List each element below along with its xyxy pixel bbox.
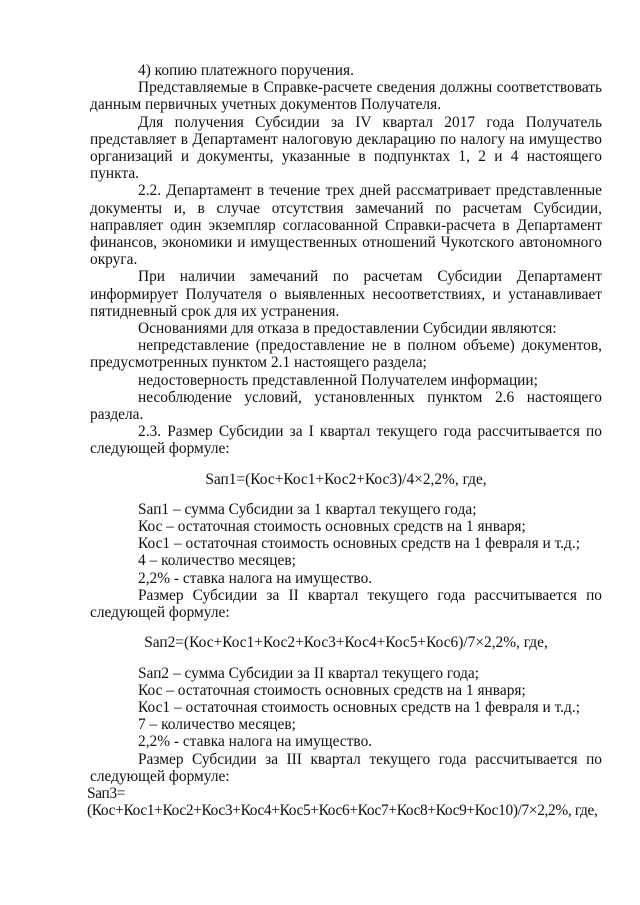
formula-q3: Sап3=(Кос+Кос1+Кос2+Кос3+Кос4+Кос5+Кос6+Кос7+Кос8+Кос9+Кос10)/7×2,2%, где, xyxy=(87,784,598,820)
definition-q2-kos1: Кос1 – остаточная стоимость основных средств на 1 февраля и т.д.; xyxy=(138,698,580,716)
document-body xyxy=(87,62,602,820)
paragraph-q2-intro: Размер Субсидии за II квартал текущего года рассчитывается по следующей формуле: xyxy=(90,586,602,622)
paragraph-section-2-2: 2.2. Департамент в течение трех дней рассматривает представленные документы и, в случае отсутствия замечаний по расчетам Субсидии, направляет один экземпляр согласованной Справки-расчета в Департамент финансов, экономики и имущественных отношений Чукотского автономного округа. xyxy=(90,182,602,269)
paragraph-refusal-grounds: Основаниями для отказа в предоставлении Субсидии являются: xyxy=(138,320,557,338)
formula-q1: Sап1=(Кос+Кос1+Кос2+Кос3)/4×2,2%, где, xyxy=(205,470,487,488)
definition-q1-rate: 2,2% - ставка налога на имущество. xyxy=(138,569,373,587)
definition-q2-rate: 2,2% - ставка налога на имущество. xyxy=(138,733,373,751)
formula-q2: Sап2=(Кос+Кос1+Кос2+Кос3+Кос4+Кос5+Кос6)/7×2,2%, где, xyxy=(144,634,548,652)
paragraph-payment-order-item: 4) копию платежного поручения. xyxy=(138,62,354,79)
definition-q2-months: 7 – количество месяцев; xyxy=(138,716,296,734)
paragraph-data-consistency: Представляемые в Справке-расчете сведения должны соответствовать данным первичных учетных документов Получателя. xyxy=(90,79,602,114)
definition-q1-kos1: Кос1 – остаточная стоимость основных средств на 1 февраля и т.д.; xyxy=(138,535,580,553)
paragraph-q3-intro: Размер Субсидии за III квартал текущего года рассчитывается по следующей формуле: xyxy=(90,750,602,785)
paragraph-refusal-item-3: несоблюдение условий, установленных пунктом 2.6 настоящего раздела. xyxy=(90,388,602,424)
paragraph-remarks: При наличии замечаний по расчетам Субсидии Департамент информирует Получателя о выявленных несоответствиях, и устанавливает пятидневный срок для их устранения. xyxy=(90,268,602,320)
paragraph-refusal-item-2: недостоверность представленной Получателем информации; xyxy=(138,371,538,389)
definition-q1-kos: Кос – остаточная стоимость основных средств на 1 января; xyxy=(138,518,526,536)
paragraph-q4-requirements: Для получения Субсидии за IV квартал 2017 года Получатель представляет в Департамент налоговую декларацию по налогу на имущество организаций и документы, указанные в подпунктах 1, 2 и 4 настоящего пункта. xyxy=(90,113,602,183)
paragraph-section-2-3: 2.3. Размер Субсидии за I квартал текущего года рассчитывается по следующей формуле: xyxy=(90,423,602,458)
definition-q1-months: 4 – количество месяцев; xyxy=(138,552,296,570)
definition-q1-sum: Sап1 – сумма Субсидии за 1 квартал текущего года; xyxy=(138,500,477,518)
paragraph-refusal-item-1: непредставление (предоставление не в полном объеме) документов, предусмотренных пунктом 2.1 настоящего раздела; xyxy=(90,337,602,372)
definition-q2-sum: Sап2 – сумма Субсидии за II квартал текущего года; xyxy=(138,664,480,682)
definition-q2-kos: Кос – остаточная стоимость основных средств на 1 января; xyxy=(138,681,526,699)
